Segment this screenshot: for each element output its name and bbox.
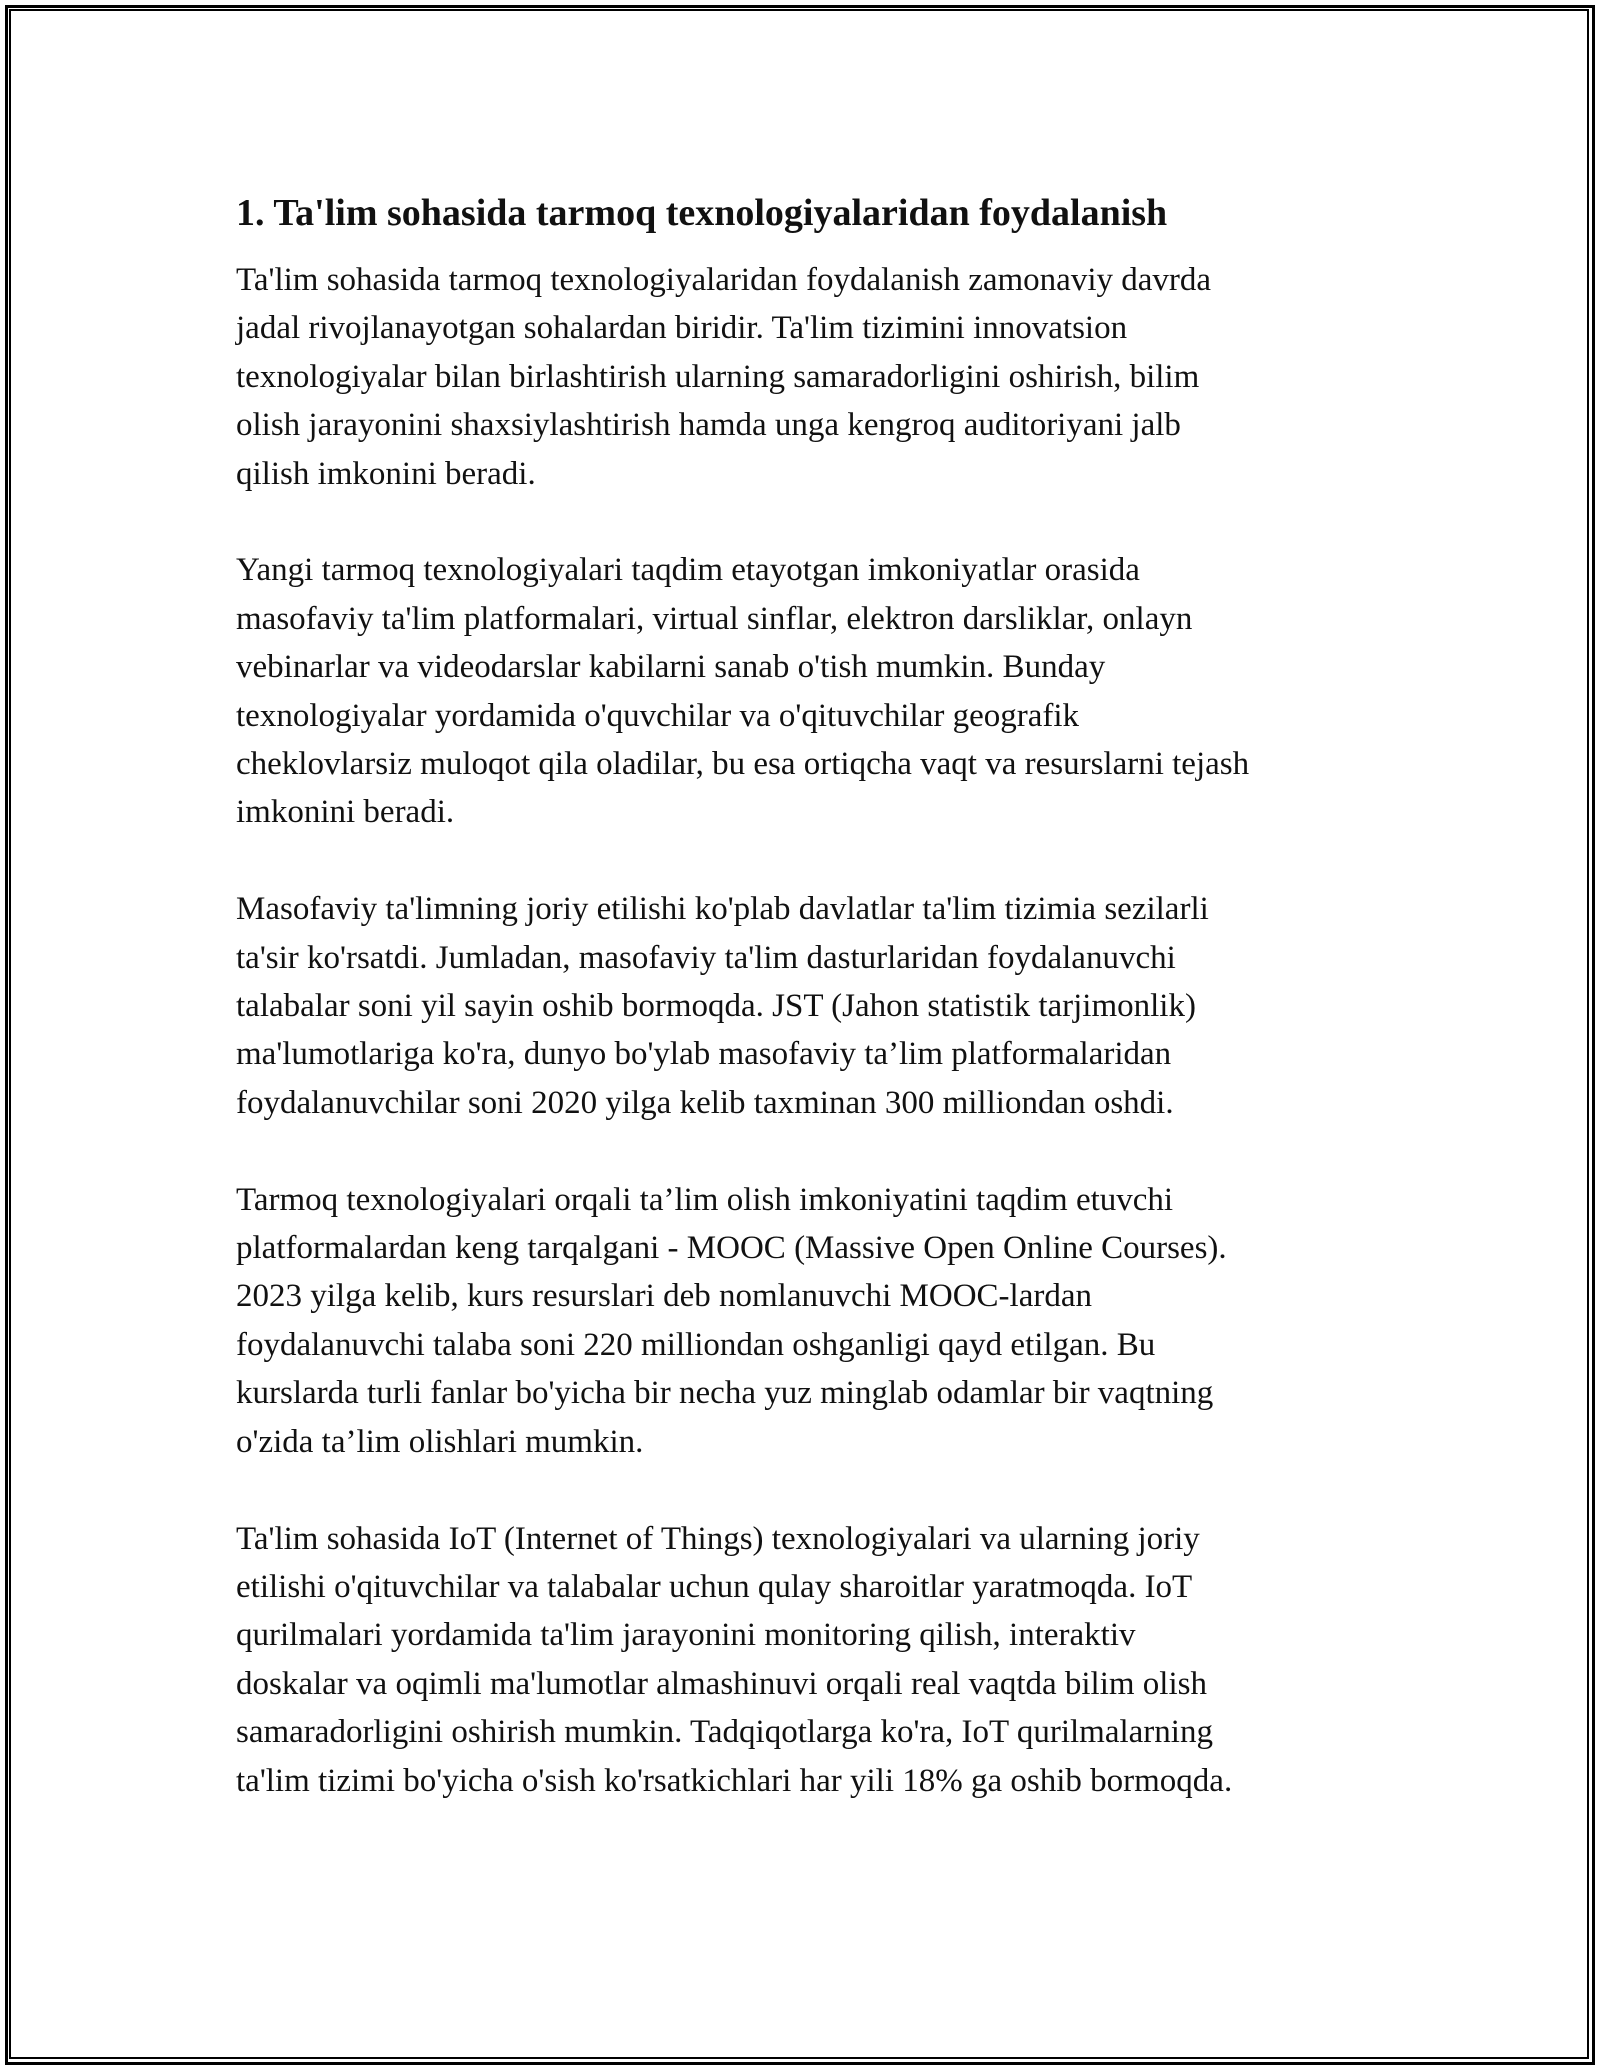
document-body <box>236 188 1376 1805</box>
paragraph-5: Ta'lim sohasida IoT (Internet of Things) texnologiyalari va ularning joriy etilishi o'qituvchilar va talabalar uchun qulay sharoitlar yaratmoqda. IoT qurilmalari yordamida ta'lim jarayonini monitoring qilish, interaktiv doskalar va oqimli ma'lumotlar almashinuvi orqali real vaqtda bilim olish samaradorligini oshirish mumkin. Tadqiqotlarga ko'ra, IoT qurilmalarning ta'lim tizimi bo'yicha o'sish ko'rsatkichlari har yili 18% ga oshib bormoqda. <box>236 1520 1233 1799</box>
paragraph-3: Masofaviy ta'limning joriy etilishi ko'plab davlatlar ta'lim tizimia sezilarli ta'sir ko'rsatdi. Jumladan, masofaviy ta'lim dasturlaridan foydalanuvchi talabalar soni yil sayin oshib bormoqda. JST (Jahon statistik tarjimonlik) ma'lumotlariga ko'ra, dunyo bo'ylab masofaviy ta’lim platformalaridan foydalanuvchilar soni 2020 yilga kelib taxminan 300 milliondan oshdi. <box>236 891 1209 1121</box>
section-heading: 1. Ta'lim sohasida tarmoq texnologiyalaridan foydalanish <box>236 192 1168 234</box>
paragraph-2: Yangi tarmoq texnologiyalari taqdim etayotgan imkoniyatlar orasida masofaviy ta'lim platformalari, virtual sinflar, elektron darsliklar, onlayn vebinarlar va videodarslar kabilarni sanab o'tish mumkin. Bunday texnologiyalar yordamida o'quvchilar va o'qituvchilar geografik cheklovlarsiz muloqot qila oladilar, bu esa ortiqcha vaqt va resurslarni tejash imkonini beradi. <box>236 552 1250 831</box>
paragraph-4: Tarmoq texnologiyalari orqali ta’lim olish imkoniyatini taqdim etuvchi platformalardan keng tarqalgani - MOOC (Massive Open Online Courses). 2023 yilga kelib, kurs resurslari deb nomlanuvchi MOOC-lardan foydalanuvchi talaba soni 220 milliondan oshganligi qayd etilgan. Bu kurslarda turli fanlar bo'yicha bir necha yuz minglab odamlar bir vaqtning o'zida ta’lim olishlari mumkin. <box>236 1181 1227 1460</box>
paragraph-1: Ta'lim sohasida tarmoq texnologiyalaridan foydalanish zamonaviy davrda jadal rivojlanayotgan sohalardan biridir. Ta'lim tizimini innovatsion texnologiyalar bilan birlashtirish ularning samaradorligini oshirish, bilim olish jarayonini shaxsiylashtirish hamda unga kengroq auditoriyani jalb qilish imkonini beradi. <box>236 262 1212 492</box>
